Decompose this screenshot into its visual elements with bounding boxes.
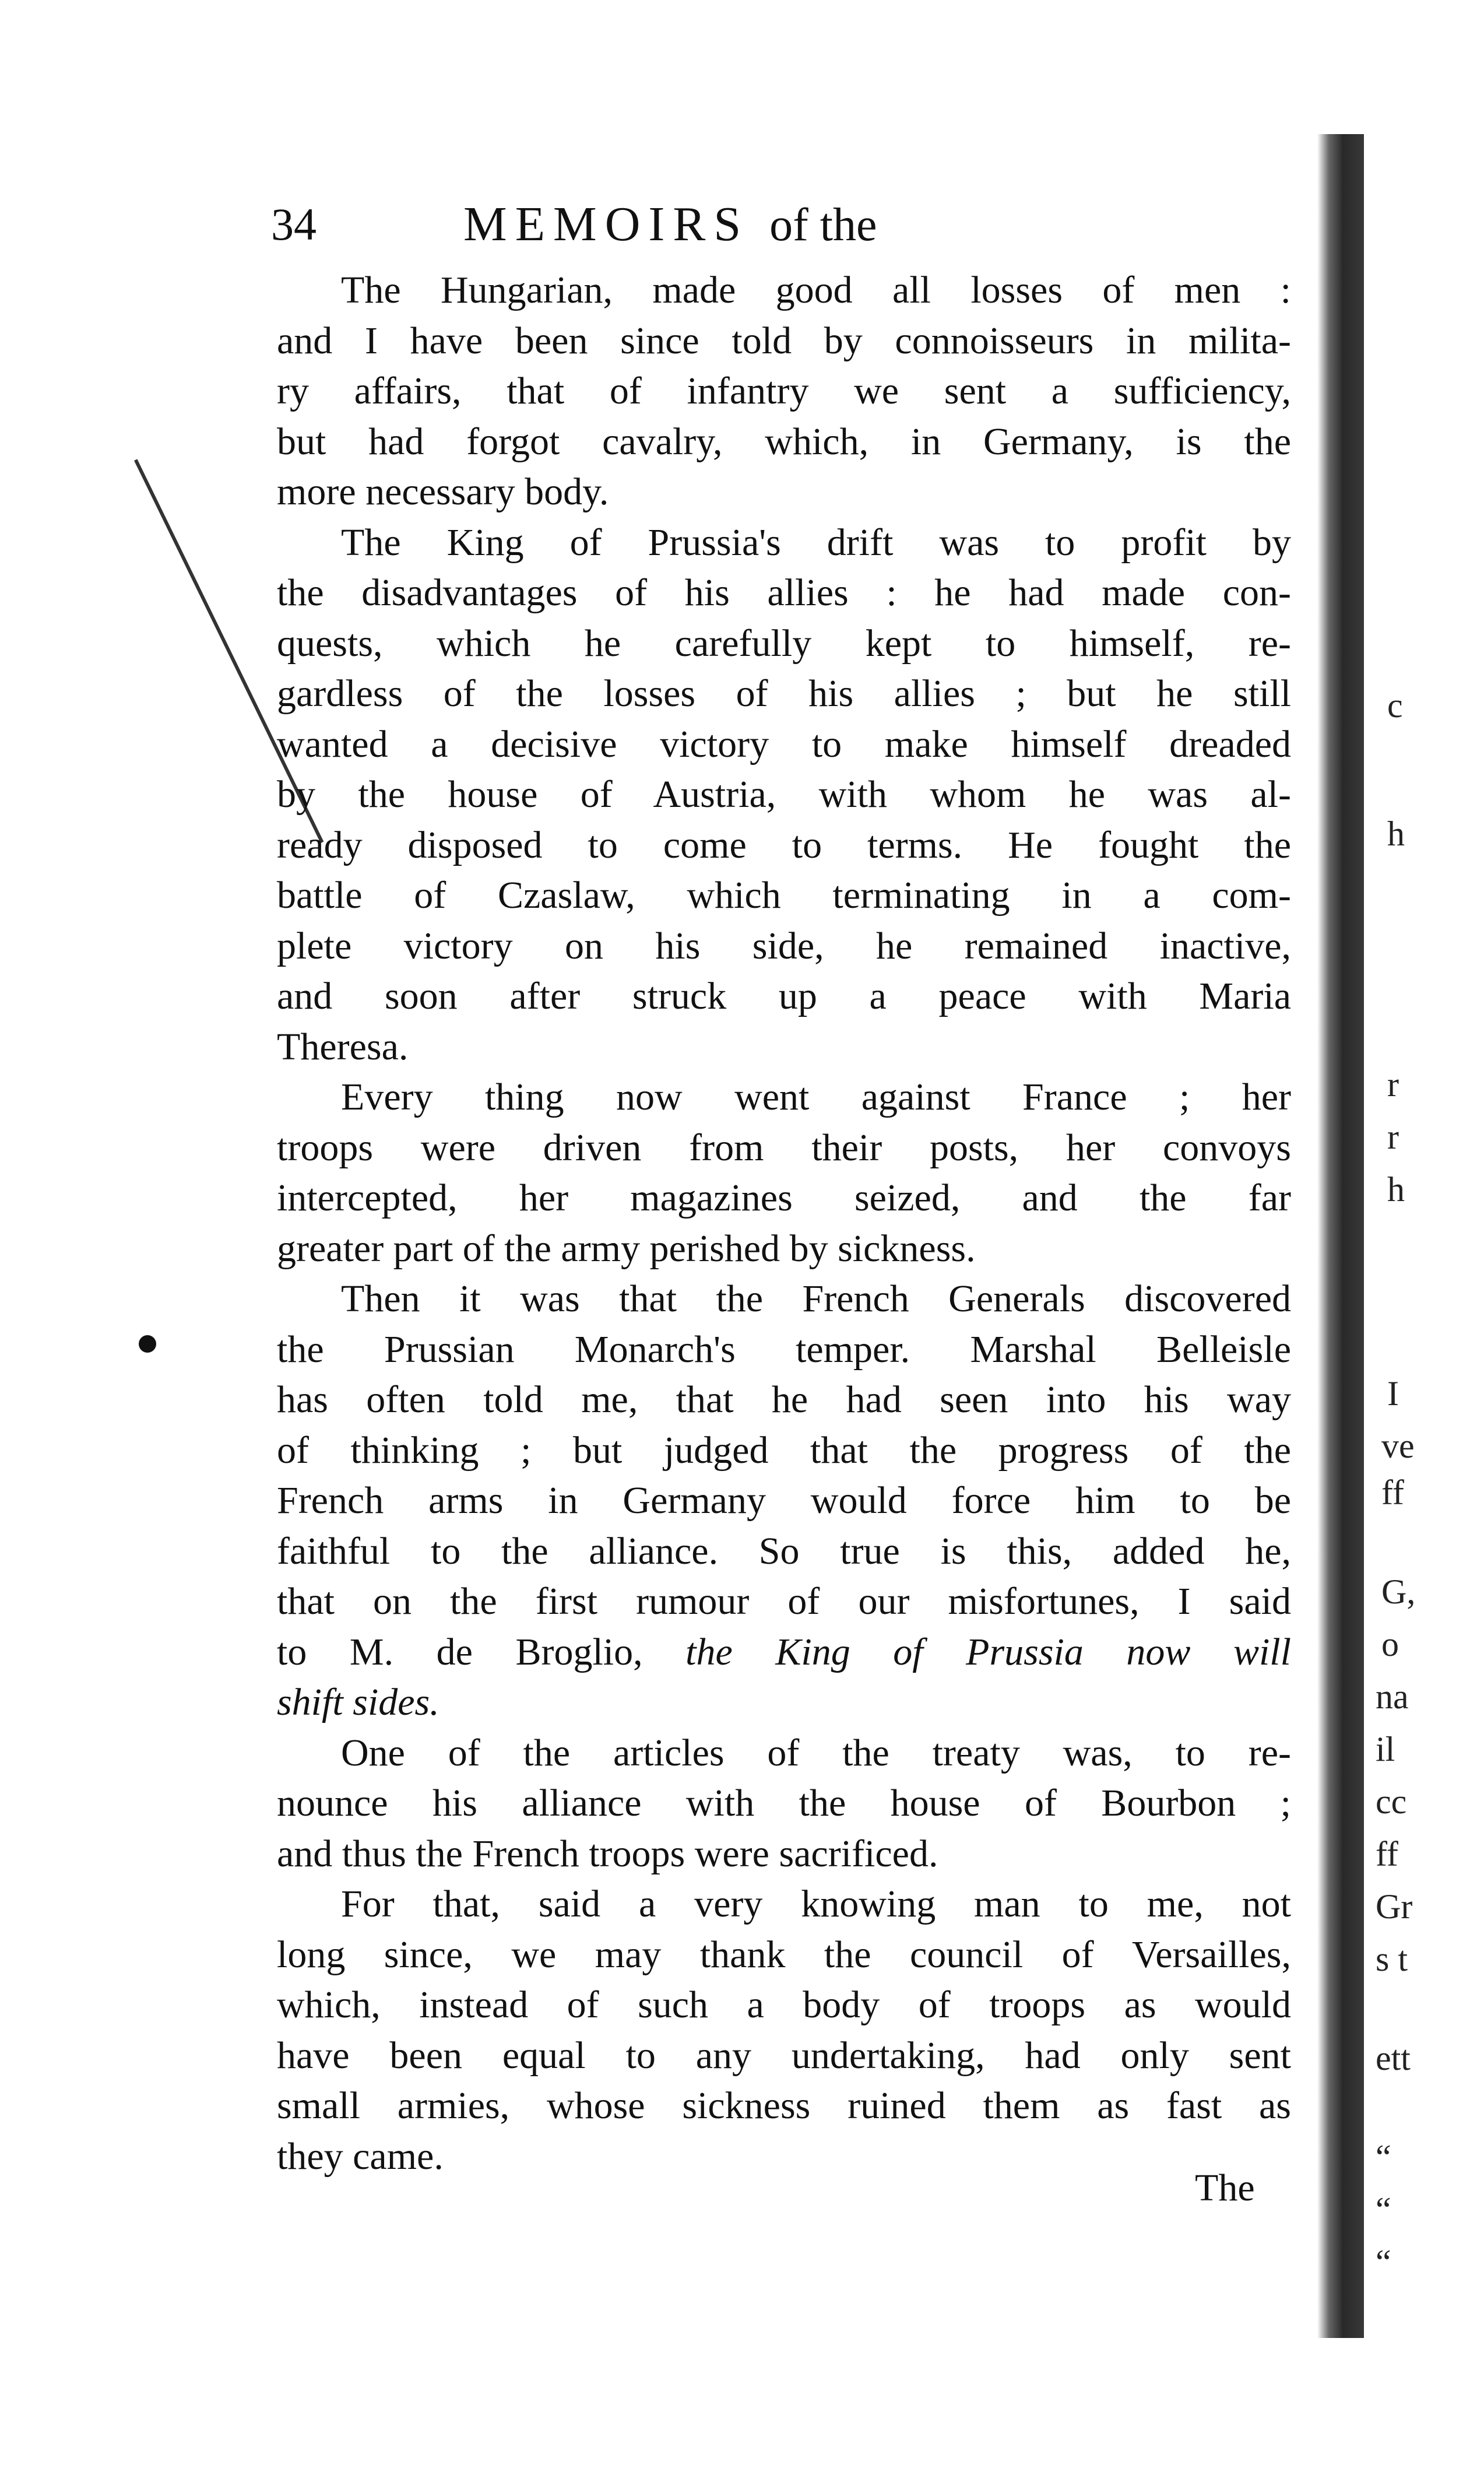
running-head — [271, 192, 1297, 262]
text-line: Theresa. — [277, 1025, 409, 1068]
text-line: French arms in Germany would force him to be — [277, 1479, 1291, 1522]
text-line: faithful to the alliance. So true is this, added he, — [277, 1529, 1291, 1572]
text-line: long since, we may thank the council of Versailles, — [277, 1933, 1291, 1976]
facing-page-fragment: o — [1381, 1625, 1399, 1663]
text-line: which, instead of such a body of troops as would — [277, 1983, 1291, 2026]
facing-page-fragment: I — [1387, 1374, 1399, 1413]
facing-page-fragment: G, — [1381, 1572, 1416, 1611]
text-line: wanted a decisive victory to make himself dreaded — [277, 722, 1291, 766]
text-line-italic: shift sides. — [277, 1681, 439, 1723]
text-line: the Prussian Monarch's temper. Marshal Belleisle — [277, 1328, 1291, 1371]
text-line: plete victory on his side, he remained inactive, — [277, 924, 1291, 967]
facing-page-edge — [1364, 134, 1484, 2338]
text-line: of thinking ; but judged that the progress of the — [277, 1428, 1291, 1472]
facing-page-fragment: r — [1387, 1065, 1399, 1104]
text-line: and soon after struck up a peace with Maria — [277, 975, 1291, 1017]
text-line: the disadvantages of his allies : he had made con- — [277, 571, 1291, 614]
text-line-mixed — [277, 1627, 1291, 1678]
running-title — [463, 192, 877, 257]
text-italic-fragment: the King of Prussia now will — [685, 1630, 1291, 1673]
facing-page-fragment: r — [1387, 1118, 1399, 1156]
text-line: For that, said a very knowing man to me, not — [341, 1883, 1291, 1925]
facing-page-fragment: cc — [1376, 1782, 1407, 1821]
running-title-suffix: of the — [769, 199, 877, 251]
facing-page-fragment: “ — [1376, 2138, 1391, 2176]
ink-dot-mark — [139, 1335, 156, 1353]
text-line: One of the articles of the treaty was, to re- — [341, 1731, 1291, 1774]
text-line: quests, which he carefully kept to himself, re- — [277, 622, 1291, 665]
running-title-main: MEMOIRS — [463, 197, 750, 251]
facing-page-fragment: c — [1387, 686, 1403, 725]
facing-page-fragment: ve — [1381, 1427, 1415, 1465]
text-line: and thus the French troops were sacrificed. — [277, 1832, 938, 1875]
text-line: troops were driven from their posts, her convoys — [277, 1126, 1291, 1169]
text-line: more necessary body. — [277, 471, 609, 513]
text-line: has often told me, that he had seen into his way — [277, 1378, 1291, 1421]
page-number: 34 — [271, 199, 317, 250]
facing-page-fragment: h — [1387, 1170, 1405, 1209]
catchword: The — [1195, 2167, 1255, 2209]
body-text — [277, 265, 1291, 2182]
facing-page-fragment: ett — [1376, 2039, 1411, 2077]
text-line: but had forgot cavalry, which, in Germany, is the — [277, 420, 1291, 463]
facing-page-fragment: ff — [1381, 1473, 1404, 1512]
text-line: greater part of the army perished by sickness. — [277, 1227, 976, 1270]
text-line: gardless of the losses of his allies ; but he still — [277, 672, 1291, 715]
text-line: Every thing now went against France ; her — [341, 1076, 1291, 1118]
facing-page-fragment: ff — [1376, 1835, 1398, 1873]
facing-page-fragment: “ — [1376, 2190, 1391, 2229]
text-plain-fragment: to M. de Broglio, — [277, 1630, 643, 1673]
text-line: by the house of Austria, with whom he was al- — [277, 773, 1291, 816]
facing-page-fragment: Gr — [1376, 1887, 1413, 1926]
text-line: small armies, whose sickness ruined them as fast as — [277, 2084, 1291, 2127]
text-line: battle of Czaslaw, which terminating in a com- — [277, 874, 1291, 917]
text-line: and I have been since told by connoisseurs in milita- — [277, 319, 1291, 362]
text-line: they came. — [277, 2135, 444, 2178]
text-line: nounce his alliance with the house of Bourbon ; — [277, 1782, 1291, 1824]
text-line: have been equal to any undertaking, had only sent — [277, 2034, 1291, 2077]
text-line: ready disposed to come to terms. He fought the — [277, 823, 1291, 866]
text-line: that on the first rumour of our misfortunes, I said — [277, 1580, 1291, 1623]
text-line: Then it was that the French Generals discovered — [341, 1277, 1291, 1320]
facing-page-fragment: h — [1387, 815, 1405, 853]
facing-page-fragment: na — [1376, 1677, 1409, 1716]
text-line: intercepted, her magazines seized, and the far — [277, 1177, 1291, 1219]
text-line: The Hungarian, made good all losses of men : — [341, 269, 1291, 311]
text-line: ry affairs, that of infantry we sent a sufficiency, — [277, 370, 1291, 412]
facing-page-fragment: s t — [1376, 1940, 1408, 1978]
facing-page-fragment: il — [1376, 1730, 1395, 1768]
binding-gutter-shadow — [1317, 134, 1364, 2338]
facing-page-fragment: “ — [1376, 2243, 1391, 2281]
text-line: The King of Prussia's drift was to profit by — [341, 521, 1291, 564]
